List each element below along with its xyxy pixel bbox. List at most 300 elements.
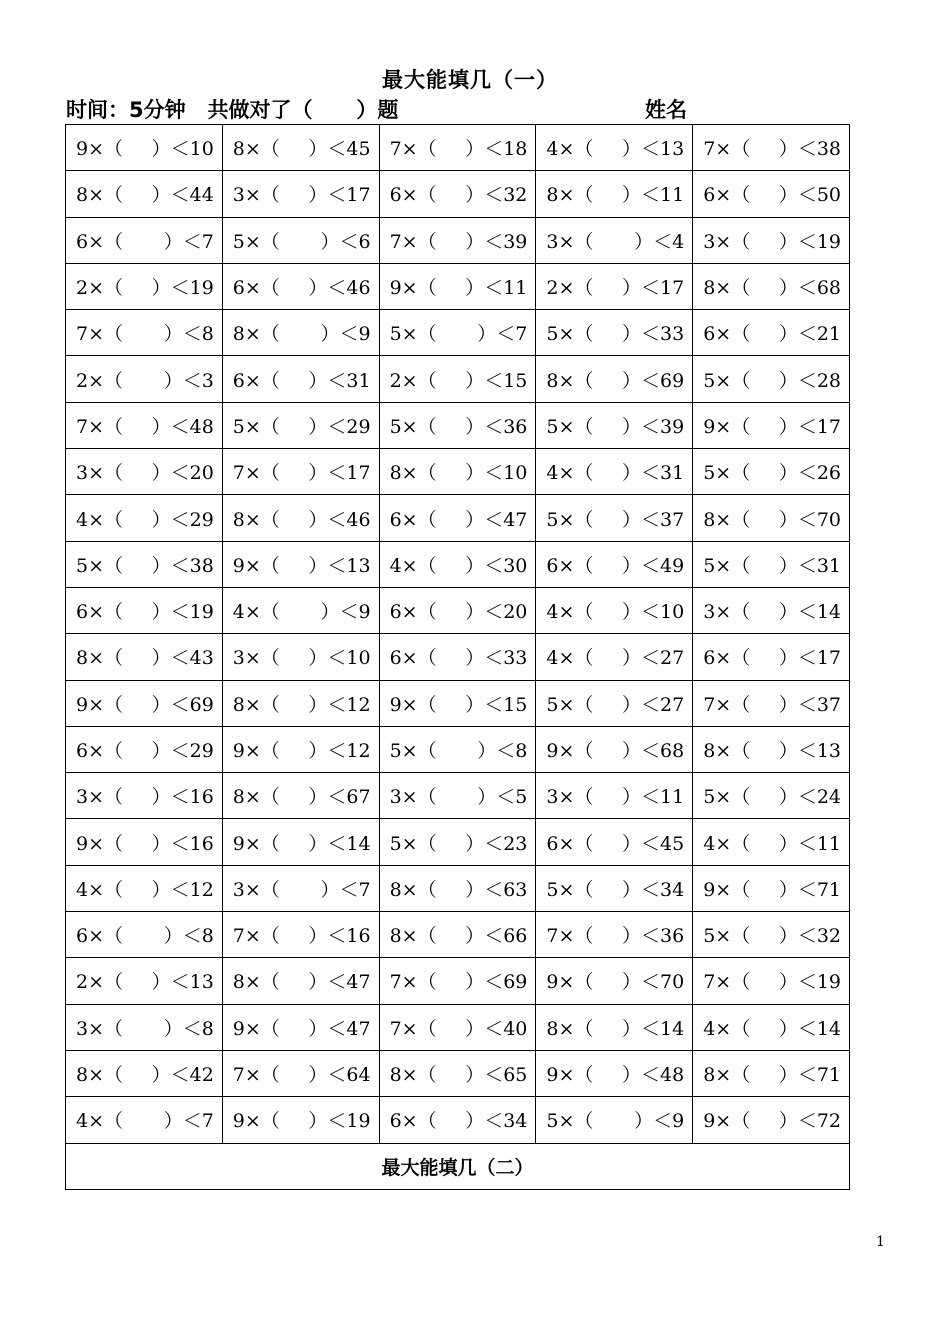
problem-cell-content — [536, 773, 692, 818]
problem-cell[interactable] — [536, 634, 693, 680]
problem-cell-content — [380, 1005, 536, 1050]
problem-cell[interactable] — [536, 171, 693, 217]
problem-multiplier: 6×（ — [76, 740, 124, 762]
problem-multiplier: 6×（ — [232, 369, 280, 392]
problem-multiplier: 7×（ — [703, 971, 751, 994]
problem-cell[interactable] — [222, 402, 379, 448]
problem-limit: ）＜44 — [151, 184, 214, 207]
problem-cell[interactable] — [536, 680, 693, 726]
problem-cell[interactable] — [379, 680, 536, 726]
problem-multiplier: 4×（ — [546, 601, 594, 624]
problem-cell[interactable] — [536, 356, 693, 402]
problem-cell[interactable] — [536, 1004, 693, 1050]
problem-cell[interactable] — [693, 865, 850, 911]
problem-cell[interactable] — [222, 819, 379, 865]
problem-cell-content — [66, 634, 222, 679]
problem-limit: ）＜33 — [622, 323, 685, 346]
problem-multiplier: 5×（ — [546, 1110, 594, 1133]
problem-cell-content — [693, 773, 849, 818]
problem-cell[interactable] — [379, 726, 536, 772]
problem-cell-content — [380, 866, 536, 911]
problem-cell[interactable] — [536, 865, 693, 911]
problem-cell[interactable] — [222, 217, 379, 263]
problem-cell[interactable] — [222, 1004, 379, 1050]
problem-cell-content — [536, 958, 692, 1003]
problem-row — [66, 819, 850, 865]
problem-cell-content — [223, 1051, 379, 1096]
problem-limit: ）＜40 — [465, 1017, 528, 1040]
problem-limit: ）＜10 — [308, 647, 371, 670]
problem-cell-content — [693, 310, 849, 355]
problem-multiplier: 6×（ — [76, 601, 124, 624]
problem-cell-content — [223, 588, 379, 633]
problem-cell-content — [380, 1097, 536, 1142]
problem-cell-content — [66, 310, 222, 355]
problem-cell[interactable] — [536, 912, 693, 958]
problem-cell[interactable] — [222, 634, 379, 680]
problem-cell[interactable] — [66, 541, 223, 587]
problem-multiplier: 5×（ — [546, 323, 594, 346]
problem-cell-content — [223, 356, 379, 401]
problem-multiplier: 9×（ — [703, 878, 751, 901]
problem-cell[interactable] — [379, 217, 536, 263]
problem-cell[interactable] — [66, 587, 223, 633]
problem-limit: ）＜34 — [622, 878, 685, 901]
problem-limit: ）＜23 — [465, 832, 528, 855]
problem-multiplier: 6×（ — [703, 647, 751, 670]
problem-cell[interactable] — [693, 587, 850, 633]
problem-table — [65, 124, 850, 1190]
problem-cell[interactable] — [693, 634, 850, 680]
problem-cell[interactable] — [693, 819, 850, 865]
problem-cell[interactable] — [66, 958, 223, 1004]
problem-cell[interactable] — [379, 819, 536, 865]
problem-multiplier: 2×（ — [76, 369, 124, 392]
problem-multiplier: 6×（ — [389, 184, 437, 207]
problem-cell[interactable] — [66, 356, 223, 402]
problem-multiplier: 9×（ — [232, 554, 280, 577]
problem-cell[interactable] — [536, 773, 693, 819]
problem-cell[interactable] — [379, 263, 536, 309]
problem-limit: ）＜37 — [622, 508, 685, 531]
problem-limit: ）＜11 — [622, 184, 685, 207]
problem-cell[interactable] — [536, 541, 693, 587]
problem-cell[interactable] — [222, 356, 379, 402]
problem-limit: ）＜32 — [465, 184, 528, 207]
problem-cell-content — [536, 588, 692, 633]
problem-cell[interactable] — [66, 1004, 223, 1050]
problem-limit: ）＜67 — [308, 786, 371, 809]
problem-cell[interactable] — [379, 495, 536, 541]
worksheet-title: 最大能填几（一） — [382, 68, 558, 92]
problem-cell-content — [536, 495, 692, 540]
problem-cell[interactable] — [66, 310, 223, 356]
problem-row — [66, 634, 850, 680]
problem-multiplier: 7×（ — [389, 230, 437, 253]
problem-multiplier: 4×（ — [703, 832, 751, 855]
problem-multiplier: 6×（ — [76, 230, 124, 253]
problem-cell[interactable] — [693, 495, 850, 541]
problem-row — [66, 912, 850, 958]
problem-cell[interactable] — [379, 125, 536, 171]
problem-multiplier: 5×（ — [703, 554, 751, 577]
problem-cell[interactable] — [222, 449, 379, 495]
problem-multiplier: 8×（ — [232, 138, 280, 161]
problem-cell[interactable] — [693, 1050, 850, 1096]
problem-limit: ）＜17 — [778, 647, 841, 670]
problem-multiplier: 6×（ — [389, 1110, 437, 1133]
problem-cell-content — [223, 958, 379, 1003]
problem-cell[interactable] — [66, 634, 223, 680]
problem-limit: ）＜14 — [778, 1017, 841, 1040]
problem-cell[interactable] — [379, 773, 536, 819]
problem-cell-content — [66, 819, 222, 864]
problem-multiplier: 5×（ — [389, 323, 437, 346]
problem-cell[interactable] — [693, 912, 850, 958]
problem-multiplier: 9×（ — [546, 1064, 594, 1087]
problem-limit: ）＜11 — [622, 786, 685, 809]
problem-cell[interactable] — [536, 495, 693, 541]
problem-cell[interactable] — [379, 310, 536, 356]
problem-cell-content — [380, 449, 536, 494]
problem-multiplier: 5×（ — [546, 415, 594, 438]
problem-limit: ）＜45 — [622, 832, 685, 855]
problem-cell[interactable] — [693, 958, 850, 1004]
problem-cell-content — [536, 403, 692, 448]
problem-cell[interactable] — [693, 402, 850, 448]
problem-limit: ）＜6 — [320, 230, 371, 253]
problem-cell[interactable] — [66, 1050, 223, 1096]
problem-multiplier: 6×（ — [389, 601, 437, 624]
problem-cell[interactable] — [693, 680, 850, 726]
problem-multiplier: 7×（ — [389, 1017, 437, 1040]
problem-row — [66, 726, 850, 772]
problem-multiplier: 9×（ — [76, 693, 124, 716]
problem-cell-content — [223, 681, 379, 726]
problem-limit: ）＜43 — [151, 647, 214, 670]
problem-limit: ）＜8 — [163, 323, 214, 346]
problem-limit: ）＜48 — [622, 1064, 685, 1087]
name-label: 姓名 — [645, 98, 687, 122]
problem-cell[interactable] — [222, 310, 379, 356]
problem-limit: ）＜15 — [465, 693, 528, 716]
problem-cell[interactable] — [66, 495, 223, 541]
problem-limit: ）＜13 — [622, 138, 685, 161]
problem-cell-content — [693, 495, 849, 540]
problem-cell-content — [223, 634, 379, 679]
problem-cell[interactable] — [379, 634, 536, 680]
problem-row — [66, 217, 850, 263]
problem-cell[interactable] — [379, 587, 536, 633]
problem-multiplier: 8×（ — [546, 369, 594, 392]
problem-cell[interactable] — [222, 958, 379, 1004]
problem-cell-content — [380, 171, 536, 216]
problem-cell-content — [380, 588, 536, 633]
problem-row — [66, 449, 850, 495]
problem-cell-content — [380, 310, 536, 355]
problem-cell[interactable] — [693, 263, 850, 309]
problem-cell[interactable] — [693, 1004, 850, 1050]
problem-cell[interactable] — [222, 912, 379, 958]
problem-cell-content — [223, 310, 379, 355]
problem-cell[interactable] — [66, 402, 223, 448]
problem-cell-content — [380, 634, 536, 679]
problem-multiplier: 8×（ — [546, 1017, 594, 1040]
problem-cell[interactable] — [222, 495, 379, 541]
problem-cell-content — [380, 681, 536, 726]
problem-multiplier: 5×（ — [232, 230, 280, 253]
problem-multiplier: 8×（ — [389, 462, 437, 485]
problem-cell[interactable] — [379, 541, 536, 587]
problem-limit: ）＜47 — [308, 1017, 371, 1040]
problem-limit: ）＜13 — [778, 740, 841, 762]
problem-multiplier: 7×（ — [76, 415, 124, 438]
problem-cell-content — [693, 912, 849, 957]
problem-cell[interactable] — [66, 449, 223, 495]
problem-cell-content — [223, 403, 379, 448]
problem-cell[interactable] — [222, 773, 379, 819]
problem-cell-content — [536, 310, 692, 355]
problem-cell[interactable] — [222, 1050, 379, 1096]
problem-multiplier: 4×（ — [389, 554, 437, 577]
problem-cell[interactable] — [536, 587, 693, 633]
problem-cell[interactable] — [66, 865, 223, 911]
problem-limit: ）＜15 — [465, 369, 528, 392]
problem-cell[interactable] — [693, 356, 850, 402]
problem-multiplier: 9×（ — [703, 1110, 751, 1133]
problem-cell[interactable] — [693, 726, 850, 772]
problem-multiplier: 9×（ — [76, 138, 124, 161]
problem-cell-content — [66, 1097, 222, 1142]
problem-cell[interactable] — [222, 865, 379, 911]
problem-multiplier: 9×（ — [232, 1017, 280, 1040]
problem-cell[interactable] — [379, 1050, 536, 1096]
problem-cell[interactable] — [536, 449, 693, 495]
problem-limit: ）＜8 — [477, 740, 528, 762]
problem-cell[interactable] — [222, 726, 379, 772]
problem-cell[interactable] — [66, 912, 223, 958]
problem-cell[interactable] — [379, 356, 536, 402]
problem-cell-content — [536, 218, 692, 263]
problem-cell-content — [380, 1051, 536, 1096]
problem-limit: ）＜49 — [622, 554, 685, 577]
problem-limit: ）＜26 — [778, 462, 841, 485]
problem-cell[interactable] — [222, 680, 379, 726]
problem-limit: ）＜8 — [163, 925, 214, 948]
problem-cell-content — [66, 912, 222, 957]
problem-cell[interactable] — [66, 773, 223, 819]
problem-cell[interactable] — [66, 726, 223, 772]
problem-limit: ）＜8 — [163, 1017, 214, 1040]
problem-multiplier: 4×（ — [546, 138, 594, 161]
problem-limit: ）＜47 — [465, 508, 528, 531]
problem-cell[interactable] — [536, 402, 693, 448]
problem-cell[interactable] — [222, 541, 379, 587]
problem-cell-content — [693, 634, 849, 679]
problem-cell[interactable] — [536, 125, 693, 171]
problem-cell-content — [536, 866, 692, 911]
problem-cell[interactable] — [379, 912, 536, 958]
problem-limit: ）＜29 — [151, 740, 214, 762]
problem-cell-content — [66, 958, 222, 1003]
problem-cell[interactable] — [536, 819, 693, 865]
problem-cell[interactable] — [222, 1097, 379, 1143]
problem-cell-content — [380, 125, 536, 170]
problem-cell[interactable] — [693, 541, 850, 587]
problem-multiplier: 8×（ — [389, 878, 437, 901]
problem-multiplier: 9×（ — [232, 832, 280, 855]
problem-limit: ）＜7 — [163, 1110, 214, 1133]
problem-multiplier: 3×（ — [703, 230, 751, 253]
problem-cell[interactable] — [536, 310, 693, 356]
problem-cell-content — [380, 403, 536, 448]
problem-limit: ）＜71 — [778, 1064, 841, 1087]
problem-cell-content — [536, 1051, 692, 1096]
problem-cell-content — [536, 634, 692, 679]
problem-multiplier: 5×（ — [546, 693, 594, 716]
problem-limit: ）＜17 — [622, 277, 685, 300]
problem-cell-content — [536, 819, 692, 864]
problem-limit: ）＜68 — [622, 740, 685, 762]
problem-cell-content — [536, 264, 692, 309]
problem-multiplier: 7×（ — [232, 925, 280, 948]
problem-cell-content — [66, 171, 222, 216]
problem-cell[interactable] — [66, 680, 223, 726]
problem-cell-content — [66, 866, 222, 911]
problem-cell-content — [66, 773, 222, 818]
problem-cell[interactable] — [379, 958, 536, 1004]
problem-multiplier: 5×（ — [546, 508, 594, 531]
problem-cell[interactable] — [693, 449, 850, 495]
problem-cell[interactable] — [536, 726, 693, 772]
problem-multiplier: 6×（ — [546, 832, 594, 855]
problem-limit: ）＜10 — [622, 601, 685, 624]
problem-cell-content — [536, 912, 692, 957]
problem-cell-content — [536, 727, 692, 772]
problem-multiplier: 9×（ — [703, 415, 751, 438]
problem-cell-content — [380, 819, 536, 864]
problem-cell[interactable] — [693, 125, 850, 171]
problem-cell[interactable] — [66, 819, 223, 865]
problem-limit: ）＜28 — [778, 369, 841, 392]
problem-multiplier: 5×（ — [703, 786, 751, 809]
problem-limit: ）＜17 — [308, 184, 371, 207]
problem-multiplier: 9×（ — [546, 971, 594, 994]
problem-limit: ）＜70 — [622, 971, 685, 994]
problem-multiplier: 8×（ — [703, 508, 751, 531]
problem-limit: ）＜39 — [465, 230, 528, 253]
problem-multiplier: 6×（ — [76, 925, 124, 948]
problem-cell[interactable] — [66, 171, 223, 217]
problem-multiplier: 6×（ — [546, 554, 594, 577]
problem-cell[interactable] — [379, 449, 536, 495]
problem-limit: ）＜70 — [778, 508, 841, 531]
problem-limit: ）＜33 — [465, 647, 528, 670]
problem-cell-content — [536, 681, 692, 726]
problem-cell[interactable] — [222, 587, 379, 633]
problem-limit: ）＜30 — [465, 554, 528, 577]
problem-limit: ）＜46 — [308, 277, 371, 300]
problem-multiplier: 8×（ — [703, 277, 751, 300]
problem-limit: ）＜31 — [622, 462, 685, 485]
problem-multiplier: 3×（ — [232, 878, 280, 901]
problem-limit: ）＜29 — [151, 508, 214, 531]
problem-cell-content — [380, 218, 536, 263]
problem-cell-content — [693, 356, 849, 401]
problem-limit: ）＜11 — [778, 832, 841, 855]
problem-cell[interactable] — [379, 865, 536, 911]
problem-cell[interactable] — [66, 217, 223, 263]
problem-cell-content — [536, 125, 692, 170]
problem-cell[interactable] — [536, 217, 693, 263]
problem-cell[interactable] — [222, 125, 379, 171]
problem-cell[interactable] — [536, 1050, 693, 1096]
problem-cell[interactable] — [693, 171, 850, 217]
problem-cell[interactable] — [536, 263, 693, 309]
problem-row — [66, 356, 850, 402]
problem-limit: ）＜38 — [778, 138, 841, 161]
page-number: 1 — [876, 1234, 885, 1250]
problem-limit: ）＜19 — [308, 1110, 371, 1133]
problem-multiplier: 4×（ — [546, 462, 594, 485]
problem-cell[interactable] — [536, 958, 693, 1004]
problem-limit: ）＜10 — [465, 462, 528, 485]
problem-cell[interactable] — [379, 1004, 536, 1050]
problem-multiplier: 2×（ — [546, 277, 594, 300]
problem-cell-content — [66, 356, 222, 401]
problem-multiplier: 7×（ — [232, 462, 280, 485]
problem-cell[interactable] — [379, 402, 536, 448]
problem-row — [66, 865, 850, 911]
problem-multiplier: 7×（ — [703, 138, 751, 161]
problem-limit: ）＜12 — [151, 878, 214, 901]
problem-cell-content — [66, 264, 222, 309]
problem-cell[interactable] — [66, 125, 223, 171]
problem-multiplier: 8×（ — [546, 184, 594, 207]
problem-limit: ）＜17 — [778, 415, 841, 438]
problem-cell[interactable] — [536, 1097, 693, 1143]
problem-cell[interactable] — [66, 1097, 223, 1143]
problem-multiplier: 3×（ — [703, 601, 751, 624]
problem-cell-content — [693, 727, 849, 772]
problem-multiplier: 6×（ — [703, 184, 751, 207]
problem-cell-content — [380, 773, 536, 818]
problem-cell[interactable] — [379, 1097, 536, 1143]
problem-cell-content — [223, 125, 379, 170]
problem-multiplier: 8×（ — [76, 1064, 124, 1087]
problem-limit: ）＜64 — [308, 1064, 371, 1087]
problem-cell[interactable] — [693, 310, 850, 356]
problem-multiplier: 5×（ — [389, 832, 437, 855]
problem-cell[interactable] — [66, 263, 223, 309]
problem-cell-content — [380, 495, 536, 540]
problem-limit: ）＜39 — [622, 415, 685, 438]
problem-cell-content — [536, 542, 692, 587]
problem-cell[interactable] — [693, 217, 850, 263]
problem-cell-content — [536, 1097, 692, 1142]
problem-multiplier: 6×（ — [389, 647, 437, 670]
problem-multiplier: 4×（ — [76, 878, 124, 901]
problem-cell[interactable] — [222, 171, 379, 217]
problem-multiplier: 7×（ — [703, 693, 751, 716]
problem-cell[interactable] — [693, 1097, 850, 1143]
problem-multiplier: 2×（ — [76, 277, 124, 300]
problem-cell[interactable] — [693, 773, 850, 819]
problem-limit: ）＜7 — [477, 323, 528, 346]
problem-cell[interactable] — [379, 171, 536, 217]
problem-cell[interactable] — [222, 263, 379, 309]
problem-cell-content — [66, 681, 222, 726]
